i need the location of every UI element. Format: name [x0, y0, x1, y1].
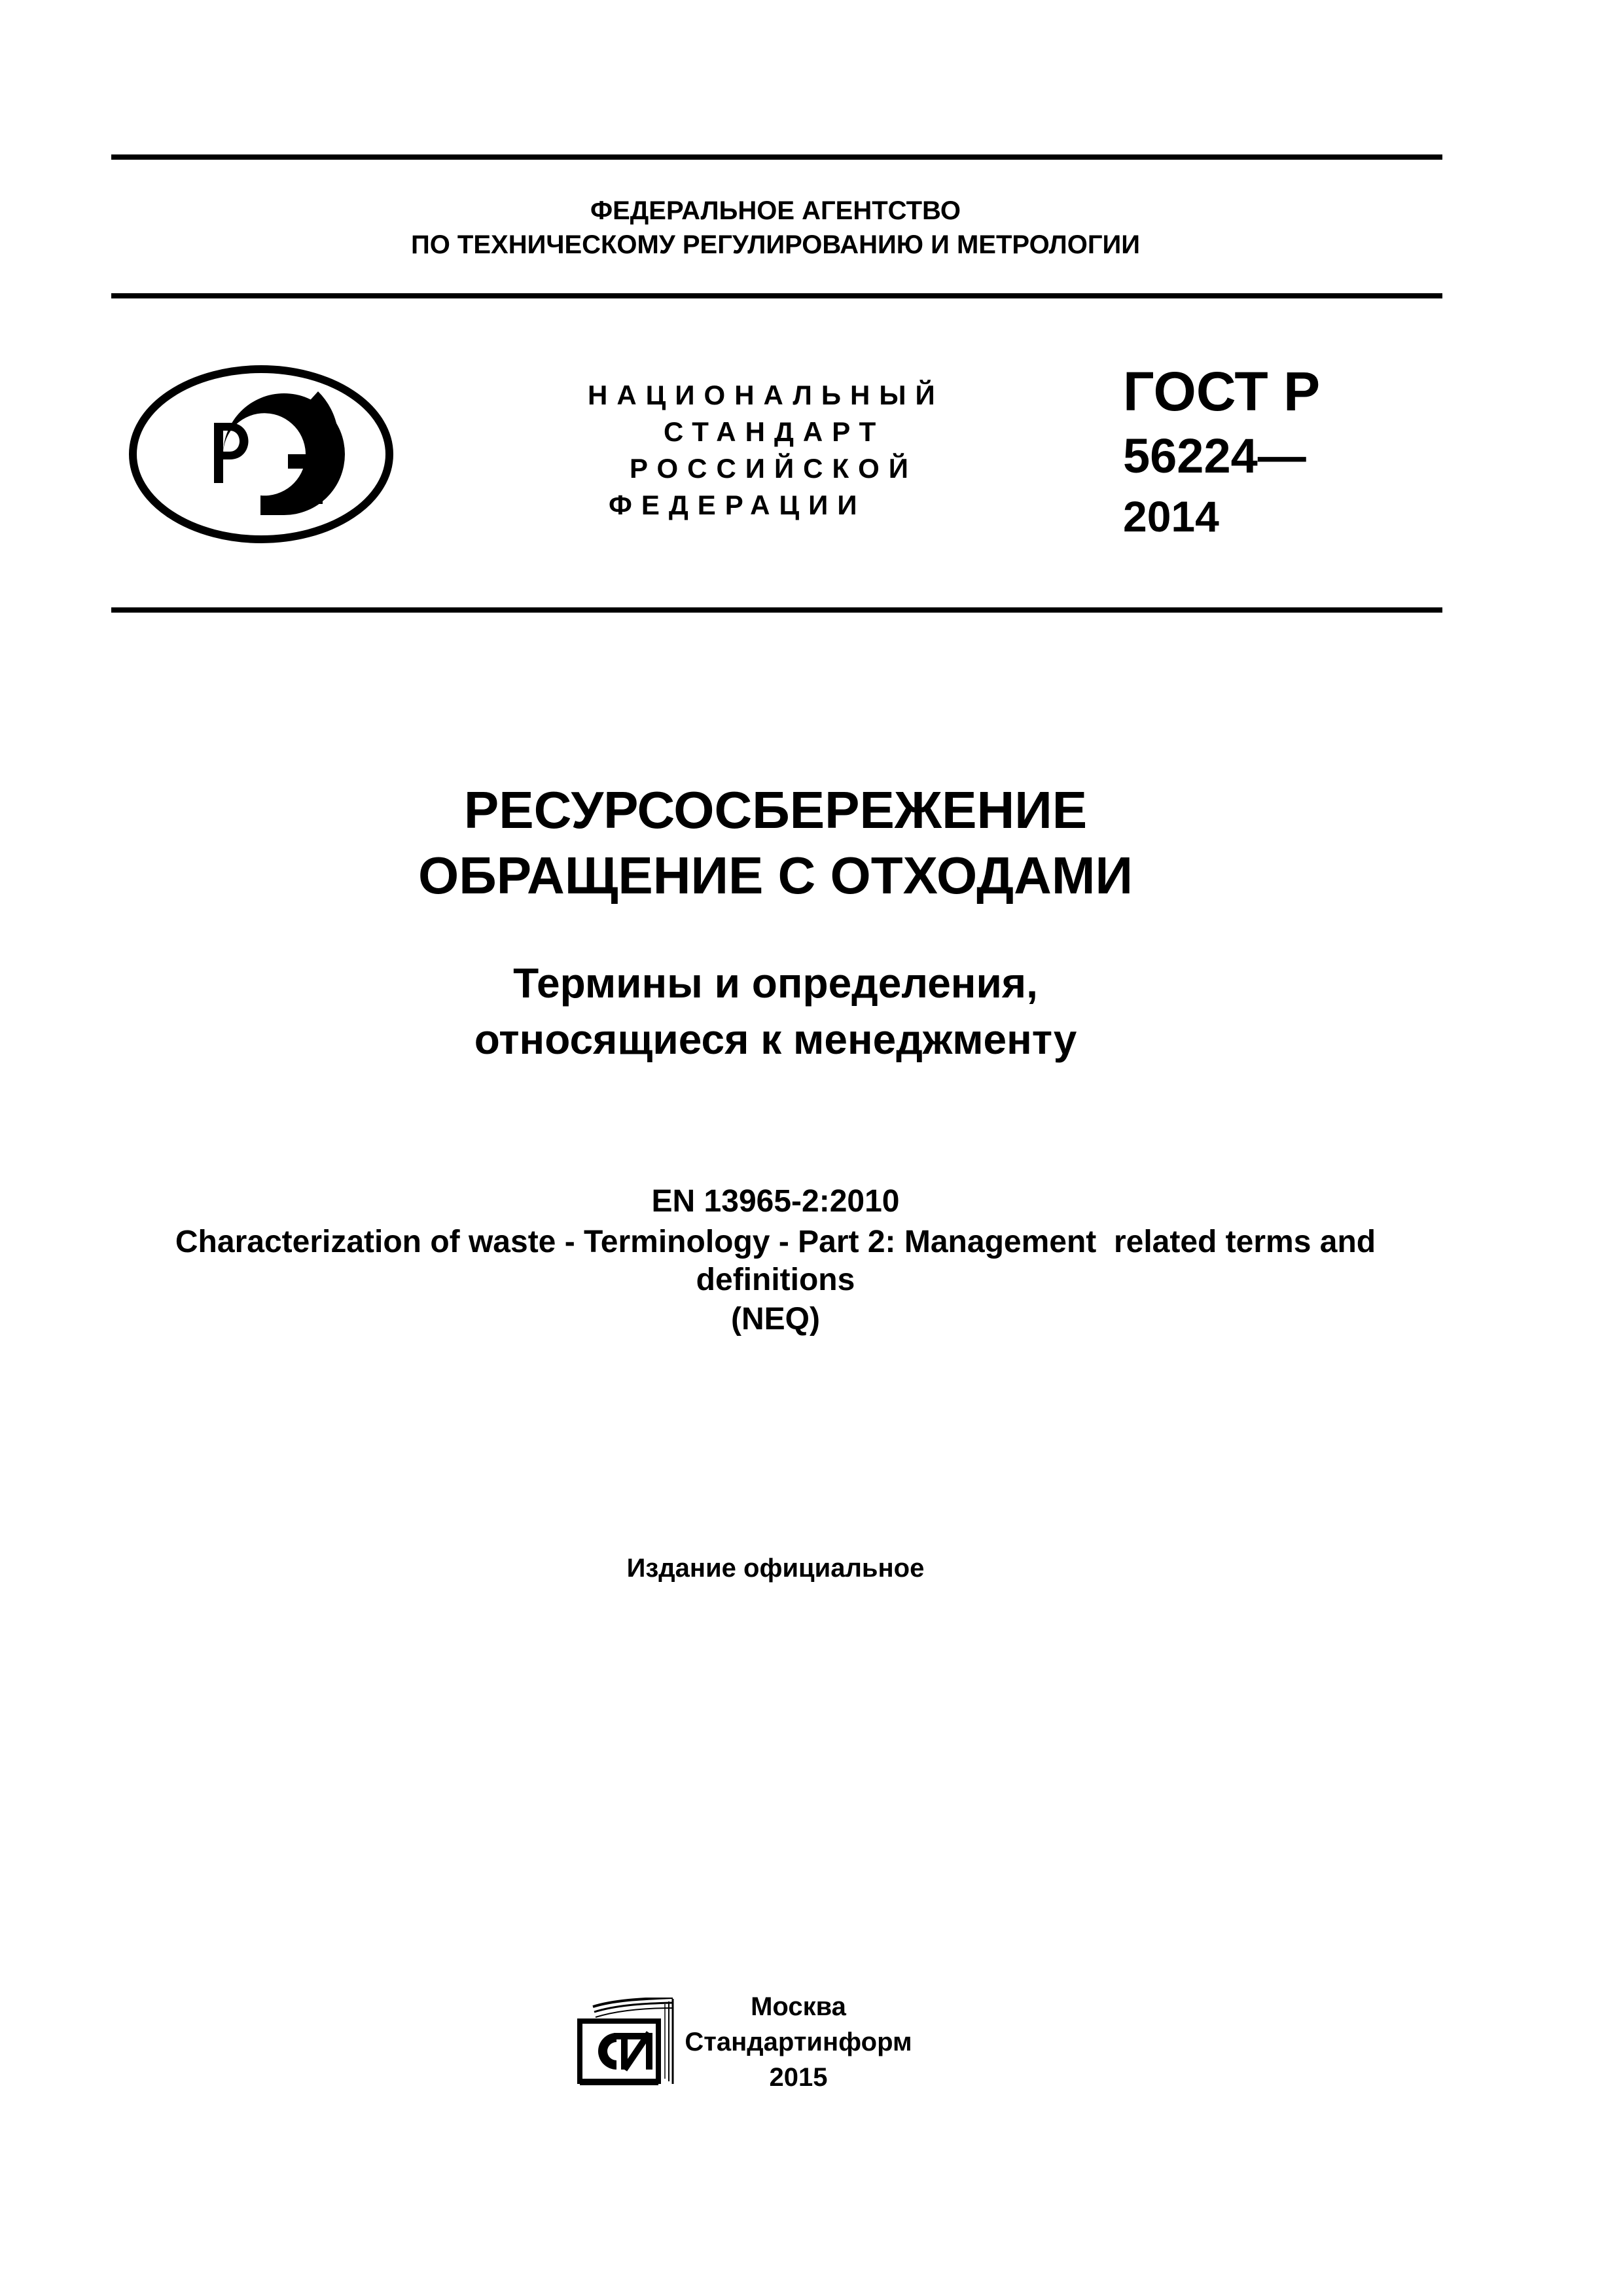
standard-type-line-2: СТАНДАРТ	[664, 416, 885, 447]
designation-line-1: ГОСТ Р	[1123, 361, 1321, 422]
reference-equivalence: (NEQ)	[731, 1302, 820, 1336]
agency-line-2: ПО ТЕХНИЧЕСКОМУ РЕГУЛИРОВАНИЮ И МЕТРОЛОГИИ	[410, 230, 1141, 259]
standard-type-line-4: ФЕДЕРАЦИИ	[609, 490, 866, 520]
publisher-year: 2015	[769, 2063, 828, 2092]
reference-title-line-1: Characterization of waste - Terminology - Part 2: Management related terms and	[175, 1225, 1376, 1259]
document-title-line-1: РЕСУРСОСБЕРЕЖЕНИЕ	[463, 781, 1088, 839]
standard-type-line-3: РОССИЙСКОЙ	[630, 453, 918, 484]
header-rule	[111, 293, 1442, 298]
designation-line-3: 2014	[1123, 492, 1219, 541]
document-title-line-2: ОБРАЩЕНИЕ С ОТХОДАМИ	[418, 846, 1133, 905]
title-block-rule	[111, 607, 1442, 613]
document-subtitle-line-1: Термины и определения,	[513, 960, 1038, 1007]
reference-title-line-2: definitions	[696, 1263, 855, 1297]
designation-line-2: 56224—	[1123, 429, 1306, 483]
sti-logo-icon	[575, 1998, 678, 2089]
publisher-city: Москва	[751, 1992, 846, 2021]
standard-type-line-1: НАЦИОНАЛЬНЫЙ	[588, 380, 944, 410]
document-subtitle-line-2: относящиеся к менеджменту	[474, 1016, 1077, 1063]
agency-line-1: ФЕДЕРАЛЬНОЕ АГЕНТСТВО	[590, 196, 961, 225]
edition-label: Издание официальное	[626, 1554, 925, 1583]
publisher-name: Стандартинформ	[685, 2028, 912, 2056]
rst-logo-icon	[128, 364, 394, 545]
top-rule	[111, 154, 1442, 160]
reference-code: EN 13965-2:2010	[651, 1184, 900, 1219]
